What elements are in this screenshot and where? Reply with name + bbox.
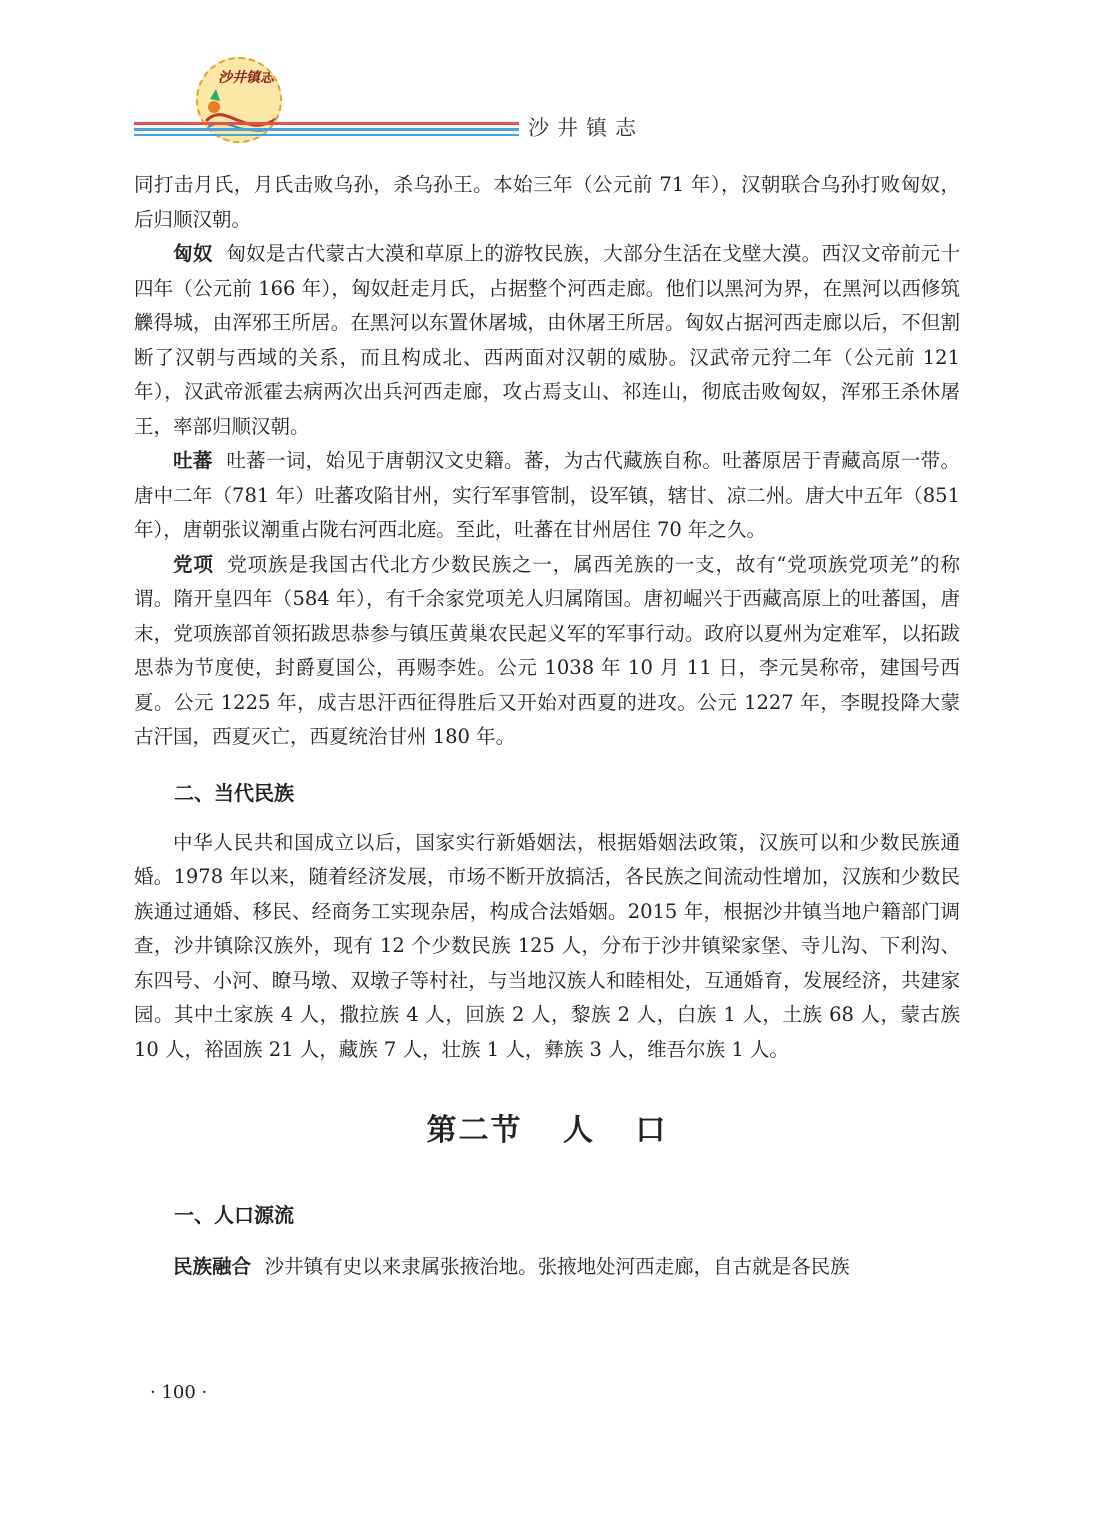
running-title: 沙井镇志	[528, 116, 644, 140]
paragraph-text: 吐蕃一词，始见于唐朝汉文史籍。蕃，为古代藏族自称。吐蕃原居于青藏高原一带。唐中二年（781 年）吐蕃攻陷甘州，实行军事管制，设军镇，辖甘、凉二州。唐大中五年（851 年），唐朝张议潮重占陇右河西北庭。至此，吐蕃在甘州居住 70 年之久。	[134, 449, 960, 541]
paragraph: 同打击月氏，月氏击败乌孙，杀乌孙王。本始三年（公元前 71 年），汉朝联合乌孙打败匈奴，后归顺汉朝。	[134, 173, 960, 231]
term-label: 民族融合	[173, 1255, 252, 1278]
header-rule-red	[134, 122, 519, 125]
paragraph-dangxiang	[134, 548, 960, 755]
paragraph: 中华人民共和国成立以后，国家实行新婚姻法，根据婚姻法政策，汉族可以和少数民族通婚。1978 年以来，随着经济发展，市场不断开放搞活，各民族之间流动性增加，汉族和少数民族通过通婚、移民、经商务工实现杂居，构成合法婚姻。2015 年，根据沙井镇当地户籍部门调查，沙井镇除汉族外，现有 12 个少数民族 125 人，分布于沙井镇梁家堡、寺儿沟、下利沟、东四号、小河、瞭马墩、双墩子等村社，与当地汉族人和睦相处，互通婚育，发展经济，共建家园。其中土家族 4 人，撒拉族 4 人，回族 2 人，黎族 2 人，白族 1 人，土族 68 人，蒙古族 10 人，裕固族 21 人，藏族 7 人，壮族 1 人，彝族 3 人，维吾尔族 1 人。	[134, 830, 960, 1061]
subsection-heading: 一、人口源流	[174, 1203, 294, 1227]
header-rule-blue	[134, 128, 519, 131]
paragraph-minzu-ronghe	[134, 1250, 960, 1285]
logo-text: 沙井镇志	[218, 70, 274, 86]
paragraph-text: 沙井镇有史以来隶属张掖治地。张掖地处河西走廊，自古就是各民族	[264, 1255, 850, 1278]
term-label: 党项	[173, 552, 214, 576]
header-rule-blue-thin	[134, 134, 519, 136]
paragraph-tubo	[134, 444, 960, 548]
section-title: 第二节 人 口	[426, 1113, 668, 1148]
page-body	[134, 168, 960, 1285]
term-label: 吐蕃	[173, 449, 213, 472]
page-header	[0, 0, 1093, 150]
paragraph-xiongnu	[134, 237, 960, 444]
term-label: 匈奴	[173, 242, 213, 265]
paragraph-text: 党项族是我国古代北方少数民族之一，属西羌族的一支，故有“党项族党项羌”的称谓。隋开皇四年（584 年），有千余家党项羌人归属隋国。唐初崛兴于西藏高原上的吐蕃国，唐末，党项族部首领拓跋思恭参与镇压黄巢农民起义军的军事行动。政府以夏州为定难军，以拓跋思恭为节度使，封爵夏国公，再赐李姓。公元 1038 年 10 月 11 日，李元昊称帝，建国号西夏。公元 1225 年，成吉思汗西征得胜后又开始对西夏的进攻。公元 1227 年，李睍投降大蒙古汗国，西夏灭亡，西夏统治甘州 180 年。	[134, 552, 960, 748]
paragraph-text: 匈奴是古代蒙古大漠和草原上的游牧民族，大部分生活在戈壁大漠。西汉文帝前元十四年（公元前 166 年），匈奴赶走月氏，占据整个河西走廊。他们以黑河为界，在黑河以西修筑觻得城，由浑邪王所居。在黑河以东置休屠城，由休屠王所居。匈奴占据河西走廊以后，不但割断了汉朝与西域的关系，而且构成北、西两面对汉朝的威胁。汉武帝元狩二年（公元前 121 年），汉武帝派霍去病两次出兵河西走廊，攻占焉支山、祁连山，彻底击败匈奴，浑邪王杀休屠王，率部归顺汉朝。	[134, 242, 960, 438]
page-number: · 100 ·	[150, 1382, 208, 1403]
subsection-heading: 二、当代民族	[174, 780, 294, 805]
